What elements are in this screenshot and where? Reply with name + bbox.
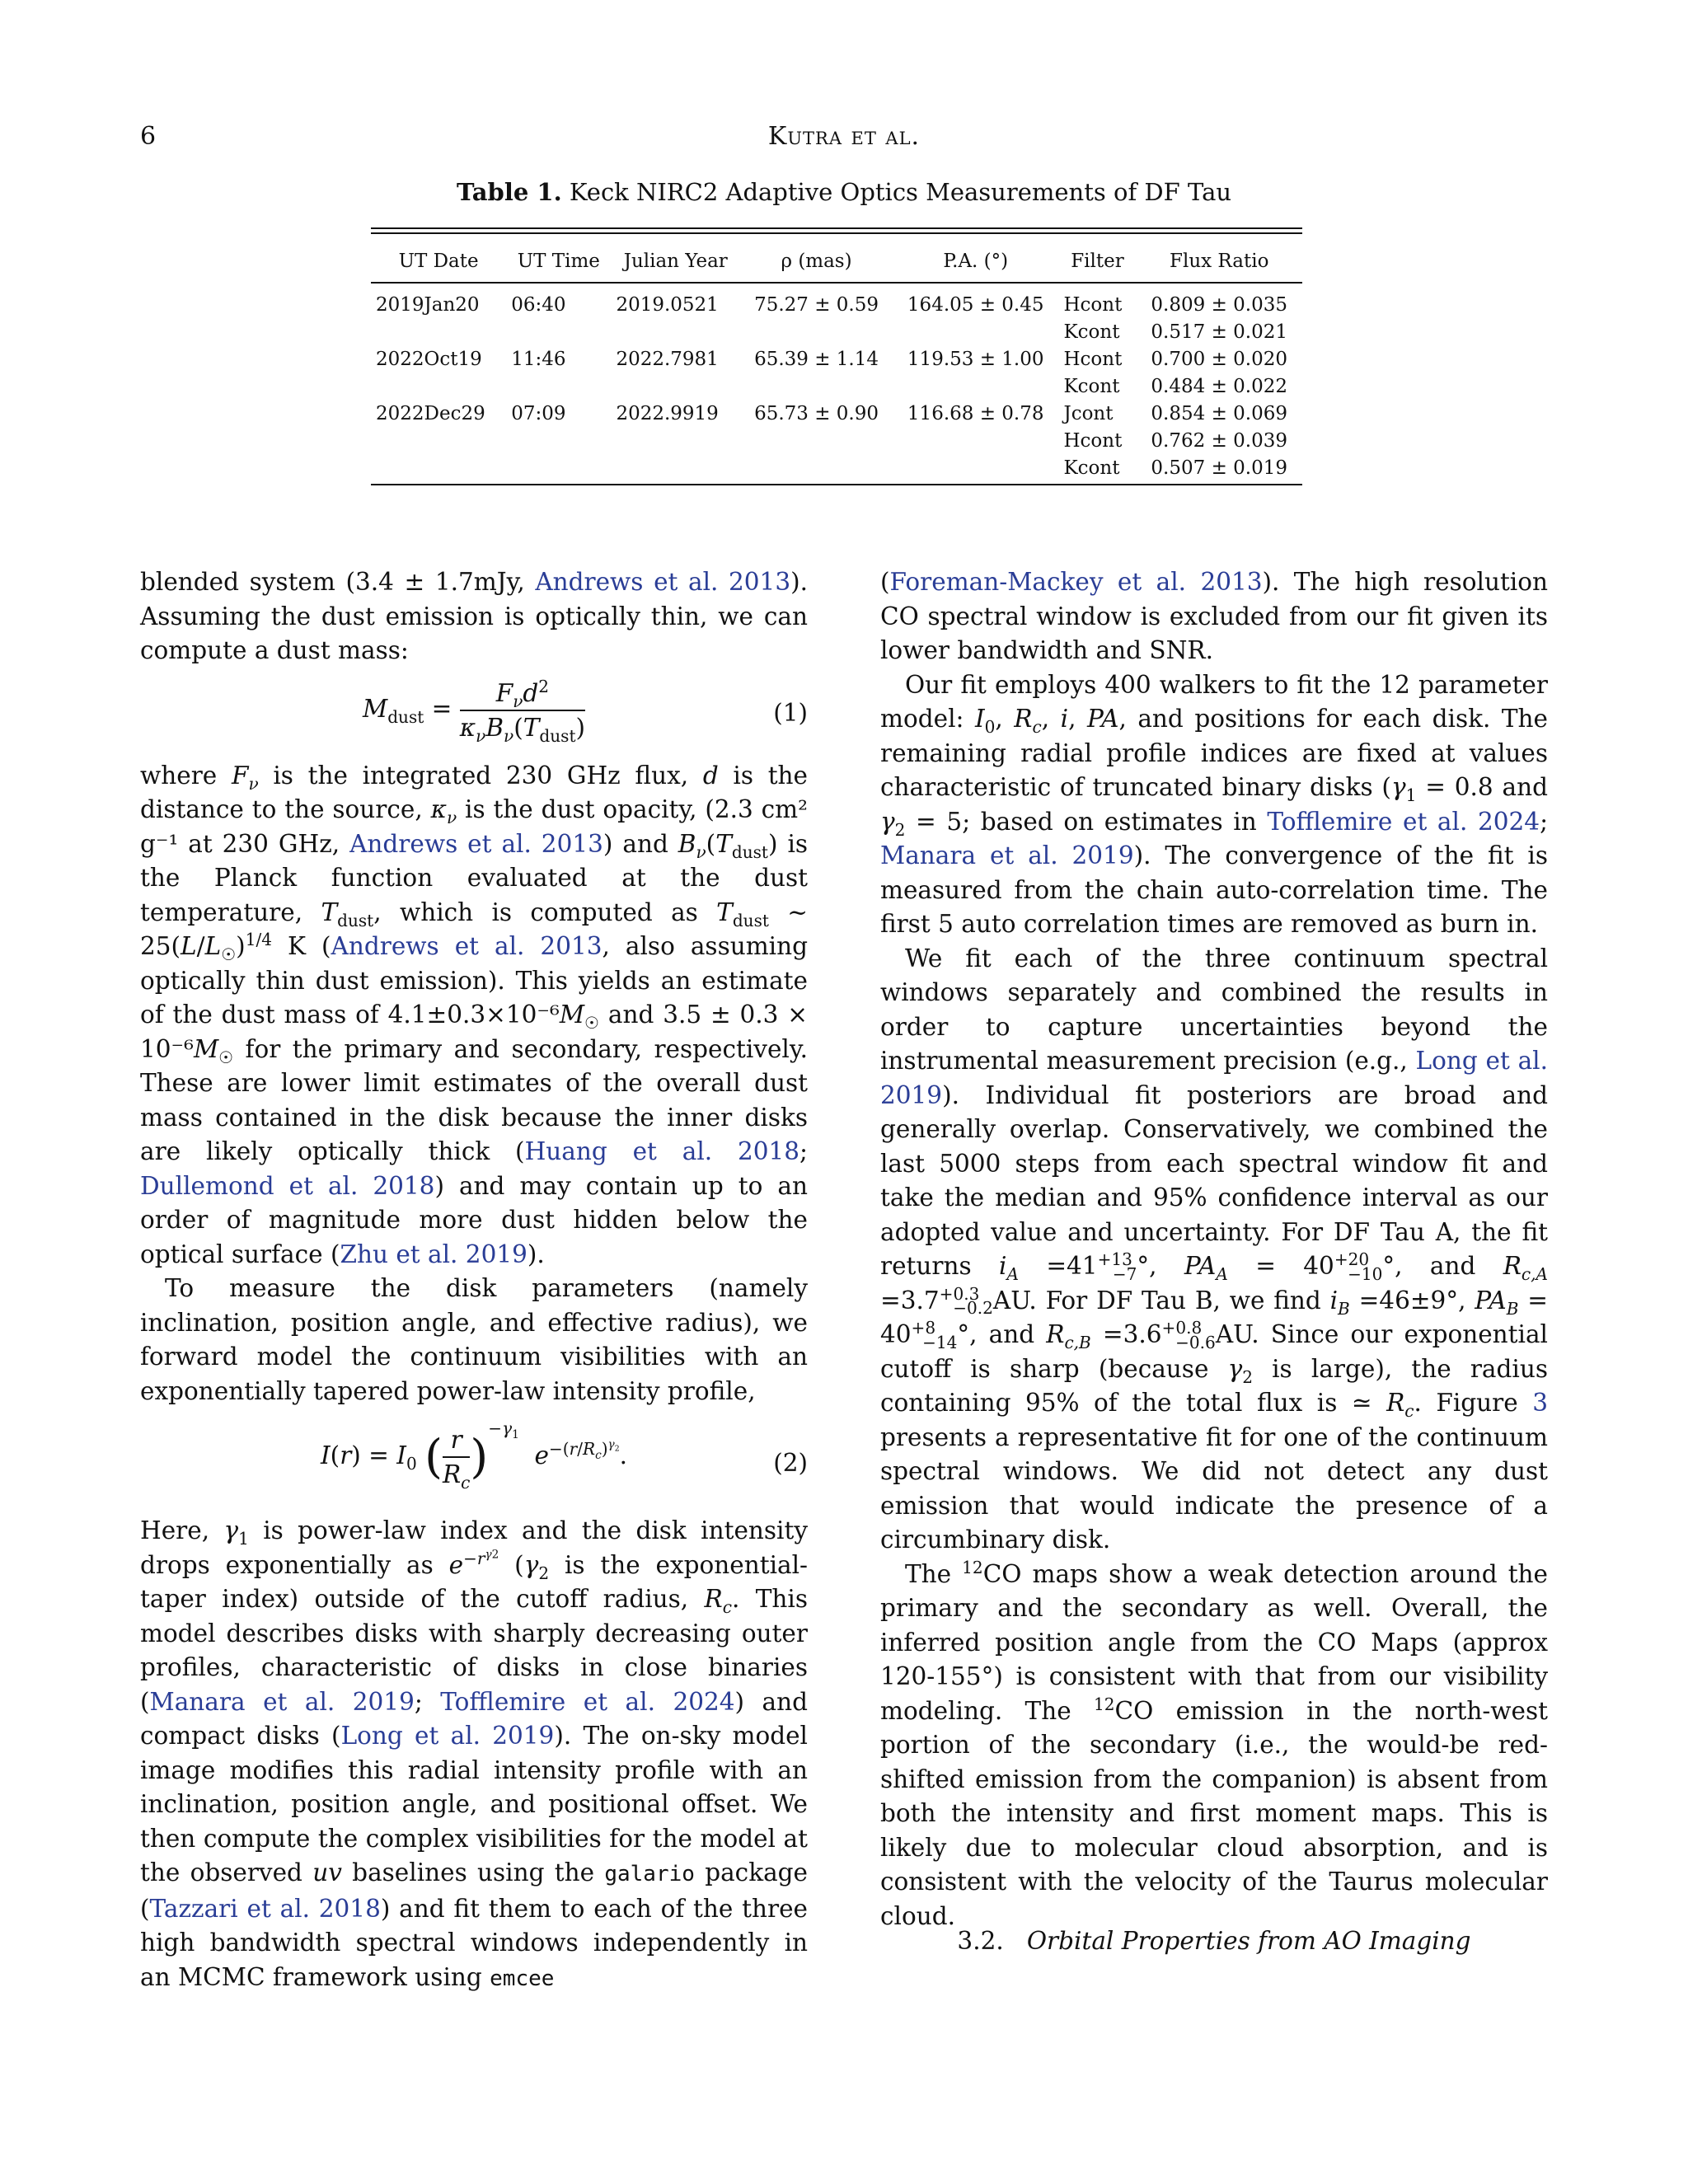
table-cell [371,318,506,345]
table-cell [611,318,740,345]
table-cell [893,318,1058,345]
table-cell: Hcont [1063,429,1123,452]
citation-link[interactable]: Long et al. 2019 [880,1047,1548,1109]
section-title: Orbital Properties from AO Imaging [1026,1927,1471,1955]
running-header [0,122,1688,155]
equation-1: $M_{dust}$ = $\frac{F_\nu d^2}{\kappa_\nu B_\nu(T_{dust})}$ (1) [362,676,808,746]
table-cell [371,454,506,485]
table-cell: 07:09 [511,402,566,424]
table-header-cell: Filter [1058,234,1136,283]
citation-link[interactable]: Tofflemire et al. 2024 [440,1687,735,1716]
table-cell [506,427,611,454]
citation-link[interactable]: Manara et al. 2019 [880,841,1134,869]
citation-link[interactable]: Tazzari et al. 2018 [149,1894,381,1923]
equation-2: $I(r) = I_0$ ( $\frac{r}{R_c}$ )$^{-\gamma_1}$ $e^{-(r/R_c)^{\gamma_2}}$. (2) [321,1418,808,1493]
table-row [371,427,1302,454]
table-cell: 2022Dec29 [376,402,485,424]
code-emcee: emcee [490,1966,555,1991]
citation-link[interactable]: Huang et al. 2018 [524,1137,800,1165]
table-cell [893,373,1058,400]
table-cell [893,427,1058,454]
citation-link[interactable]: Zhu et al. 2019 [340,1240,528,1268]
table-cell: 0.507 ± 0.019 [1136,454,1302,485]
citation-link[interactable]: Andrews et al. 2013 [535,568,791,596]
table-cell: 2022Oct19 [376,348,482,370]
table-cell: 0.854 ± 0.069 [1151,402,1288,424]
table-header-cell: ρ (mas) [740,234,893,283]
table-caption-label: Table 1. [456,178,562,206]
paragraph: (Foreman-Mackey et al. 2013). The high resolution CO spectral window is excluded from our fit given its lower bandwidth and SNR. [880,568,1548,664]
code-galario: galario [604,1862,695,1886]
table-header-cell: UT Date [371,234,506,283]
table-cell [611,454,740,485]
table-cell: 2019.0521 [616,293,719,316]
table-cell: Hcont [1063,348,1123,370]
citation-link[interactable]: Manara et al. 2019 [149,1687,415,1716]
table-cell [740,373,893,400]
table-cell: 164.05 ± 0.45 [907,293,1044,316]
table-row [371,283,1302,318]
table-cell: 65.39 ± 1.14 [754,348,879,370]
equation-number: (1) [773,698,808,727]
citation-link[interactable]: Long et al. 2019 [340,1722,555,1750]
table-cell: 2022.9919 [616,402,719,424]
table-cell [371,427,506,454]
equation-number: (2) [773,1449,808,1477]
table-cell [371,373,506,400]
running-title: Kutra et al. [767,122,921,151]
table-cell: Kcont [1063,375,1120,397]
citation-link[interactable]: Tofflemire et al. 2024 [1267,807,1540,836]
table-cell: 2022.7981 [616,348,719,370]
table-cell: 06:40 [511,293,566,316]
table-cell: 11:46 [511,348,566,370]
table-cell: 116.68 ± 0.78 [907,402,1044,424]
section-heading [880,1927,1548,1955]
left-column [140,565,808,1996]
table-cell [506,454,611,485]
table-top-rule [371,227,1302,234]
table-header-row [371,234,1302,283]
table-cell: 2019Jan20 [376,293,480,316]
right-column [880,565,1548,1933]
table-cell: 0.517 ± 0.021 [1151,321,1288,343]
paragraph: Here, $\gamma_1$ is power-law index and the disk intensity drops exponentially as $e^{-r^{\gamma 2}}$ ($\gamma_2$ is the exponential-taper index) outside of the cutoff radius, $R_c$. This model describes disks with sharply decreasing outer profiles, characteristic of disks in close binaries (Manara et al. 2019; Tofflemire et al. 2024) and compact disks (Long et al. 2019). The on-sky model image modifies this radial intensity profile with an inclination, position angle, and positional offset. We then compute the complex visibilities for the model at the observed uv baselines using the galario package (Tazzari et al. 2018) and fit them to each of the three high bandwidth spectral windows independently in an MCMC framework using emcee [140,1516,809,1991]
table-cell [611,427,740,454]
figure-link[interactable]: 3 [1532,1389,1548,1417]
table-cell [740,454,893,485]
paragraph: where $F_\nu$ is the integrated 230 GHz flux, d is the distance to the source, $\kappa_\nu$ is the dust opacity, (2.3 cm² g⁻¹ at 230 GHz, Andrews et al. 2013) and $B_\nu(T_{dust})$ is the Planck function evaluated at the dust temperature, $T_{dust}$, which is computed as $T_{dust}$ ∼ $25(L/L_☉)^{1/4}$ K (Andrews et al. 2013, also assuming optically thin dust emission). This yields an estimate of the dust mass of $4.1\pm 0.3\times 10^{-6}M_☉$ and $3.5 \pm 0.3 \times 10^{-6}M_☉$ for the primary and secondary, respectively. These are lower limit estimates of the overall dust mass contained in the disk because the inner disks are likely optically thick (Huang et al. 2018; Dullemond et al. 2018) and may contain up to an order of magnitude more dust hidden below the optical surface (Zhu et al. 2019). [140,761,809,1268]
table-cell: Kcont [1058,454,1136,485]
table-cell: 0.762 ± 0.039 [1151,429,1288,452]
citation-link[interactable]: Andrews et al. 2013 [349,829,603,858]
measurements-table [371,227,1302,485]
table-cell: 119.53 ± 1.00 [907,348,1044,370]
table-cell [506,318,611,345]
citation-link[interactable]: Dullemond et al. 2018 [140,1171,435,1200]
table-header-cell: Flux Ratio [1136,234,1302,283]
table-cell: Kcont [1063,321,1120,343]
table-caption-text: Keck NIRC2 Adaptive Optics Measurements of DF Tau [569,178,1232,206]
table-cell: 0.700 ± 0.020 [1151,348,1288,370]
table-cell [740,318,893,345]
table-header-cell: P.A. (°) [893,234,1058,283]
table-cell [506,373,611,400]
table-cell: Hcont [1063,293,1123,316]
table-cell [611,373,740,400]
citation-link[interactable]: Foreman-Mackey et al. 2013 [889,568,1263,596]
table-header-cell: Julian Year [611,234,740,283]
section-number: 3.2. [957,1927,1004,1955]
paragraph: To measure the disk parameters (namely inclination, position angle, and effective radius), we forward model the continuum visibilities with an exponentially tapered power-law intensity profile, [140,1274,808,1405]
paragraph: The $^{12}$CO maps show a weak detection around the primary and the secondary as well. Overall, the inferred position angle from the CO Maps (approx 120-155°) is consistent with that from our visibility modeling. The $^{12}$CO emission in the north-west portion of the secondary (i.e., the would-be red-shifted emission from the companion) is absent from both the intensity and first moment maps. This is likely due to molecular cloud absorption, and is consistent with the velocity of the Taurus molecular cloud. [880,1557,1549,1930]
table-row [371,373,1302,400]
table-cell: 0.809 ± 0.035 [1151,293,1288,316]
paragraph: Our fit employs 400 walkers to fit the 12 parameter model: $I_0$, $R_c$, i, PA, and positions for each disk. The remaining radial profile indices are fixed at values characteristic of truncated binary disks ($\gamma_1 = 0.8$ and $\gamma_2 = 5$; based on estimates in Tofflemire et al. 2024; Manara et al. 2019). The convergence of the fit is measured from the chain auto-correlation time. The first 5 auto correlation times are removed as burn in. [880,670,1549,938]
table-row [371,318,1302,345]
table-cell: 0.484 ± 0.022 [1151,375,1288,397]
table-row [371,400,1302,427]
table-cell [893,454,1058,485]
citation-link[interactable]: Andrews et al. 2013 [331,932,603,960]
table-cell: 65.73 ± 0.90 [754,402,879,424]
table-cell [740,427,893,454]
table-cell: 75.27 ± 0.59 [754,293,879,316]
page-number: 6 [140,122,157,151]
paragraph: blended system (3.4 ± 1.7mJy, Andrews et al. 2013). Assuming the dust emission is optically thin, we can compute a dust mass: [140,568,808,664]
table-header-cell: UT Time [506,234,611,283]
table-caption [0,178,1688,206]
table-row [371,345,1302,373]
paragraph: We fit each of the three continuum spectral windows separately and combined the results in order to capture uncertainties beyond the instrumental measurement precision (e.g., Long et al. 2019). Individual fit posteriors are broad and generally overlap. Conservatively, we combined the last 5000 steps from each spectral window fit and take the median and 95% confidence interval as our adopted value and uncertainty. For DF Tau A, the fit returns $i_A =41^{+13}_{-7}^\circ$, $PA_A = 40^{+20}_{-10}^\circ$, and $R_{c,A} =3.7^{+0.3}_{-0.2}AU$. For DF Tau B, we find $i_B =46\pm 9^\circ$, $PA_B = 40^{+8}_{-14}^\circ$, and $R_{c,B} =3.6^{+0.8}_{-0.6}AU$. Since our exponential cutoff is sharp (because $\gamma_2$ is large), the radius containing 95% of the total flux is ≃ $R_c$. Figure 3 presents a representative fit for one of the continuum spectral windows. We did not detect any dust emission that would indicate the presence of a circumbinary disk. [880,944,1548,1554]
table-row [371,454,1302,485]
table-cell: Jcont [1063,402,1114,424]
